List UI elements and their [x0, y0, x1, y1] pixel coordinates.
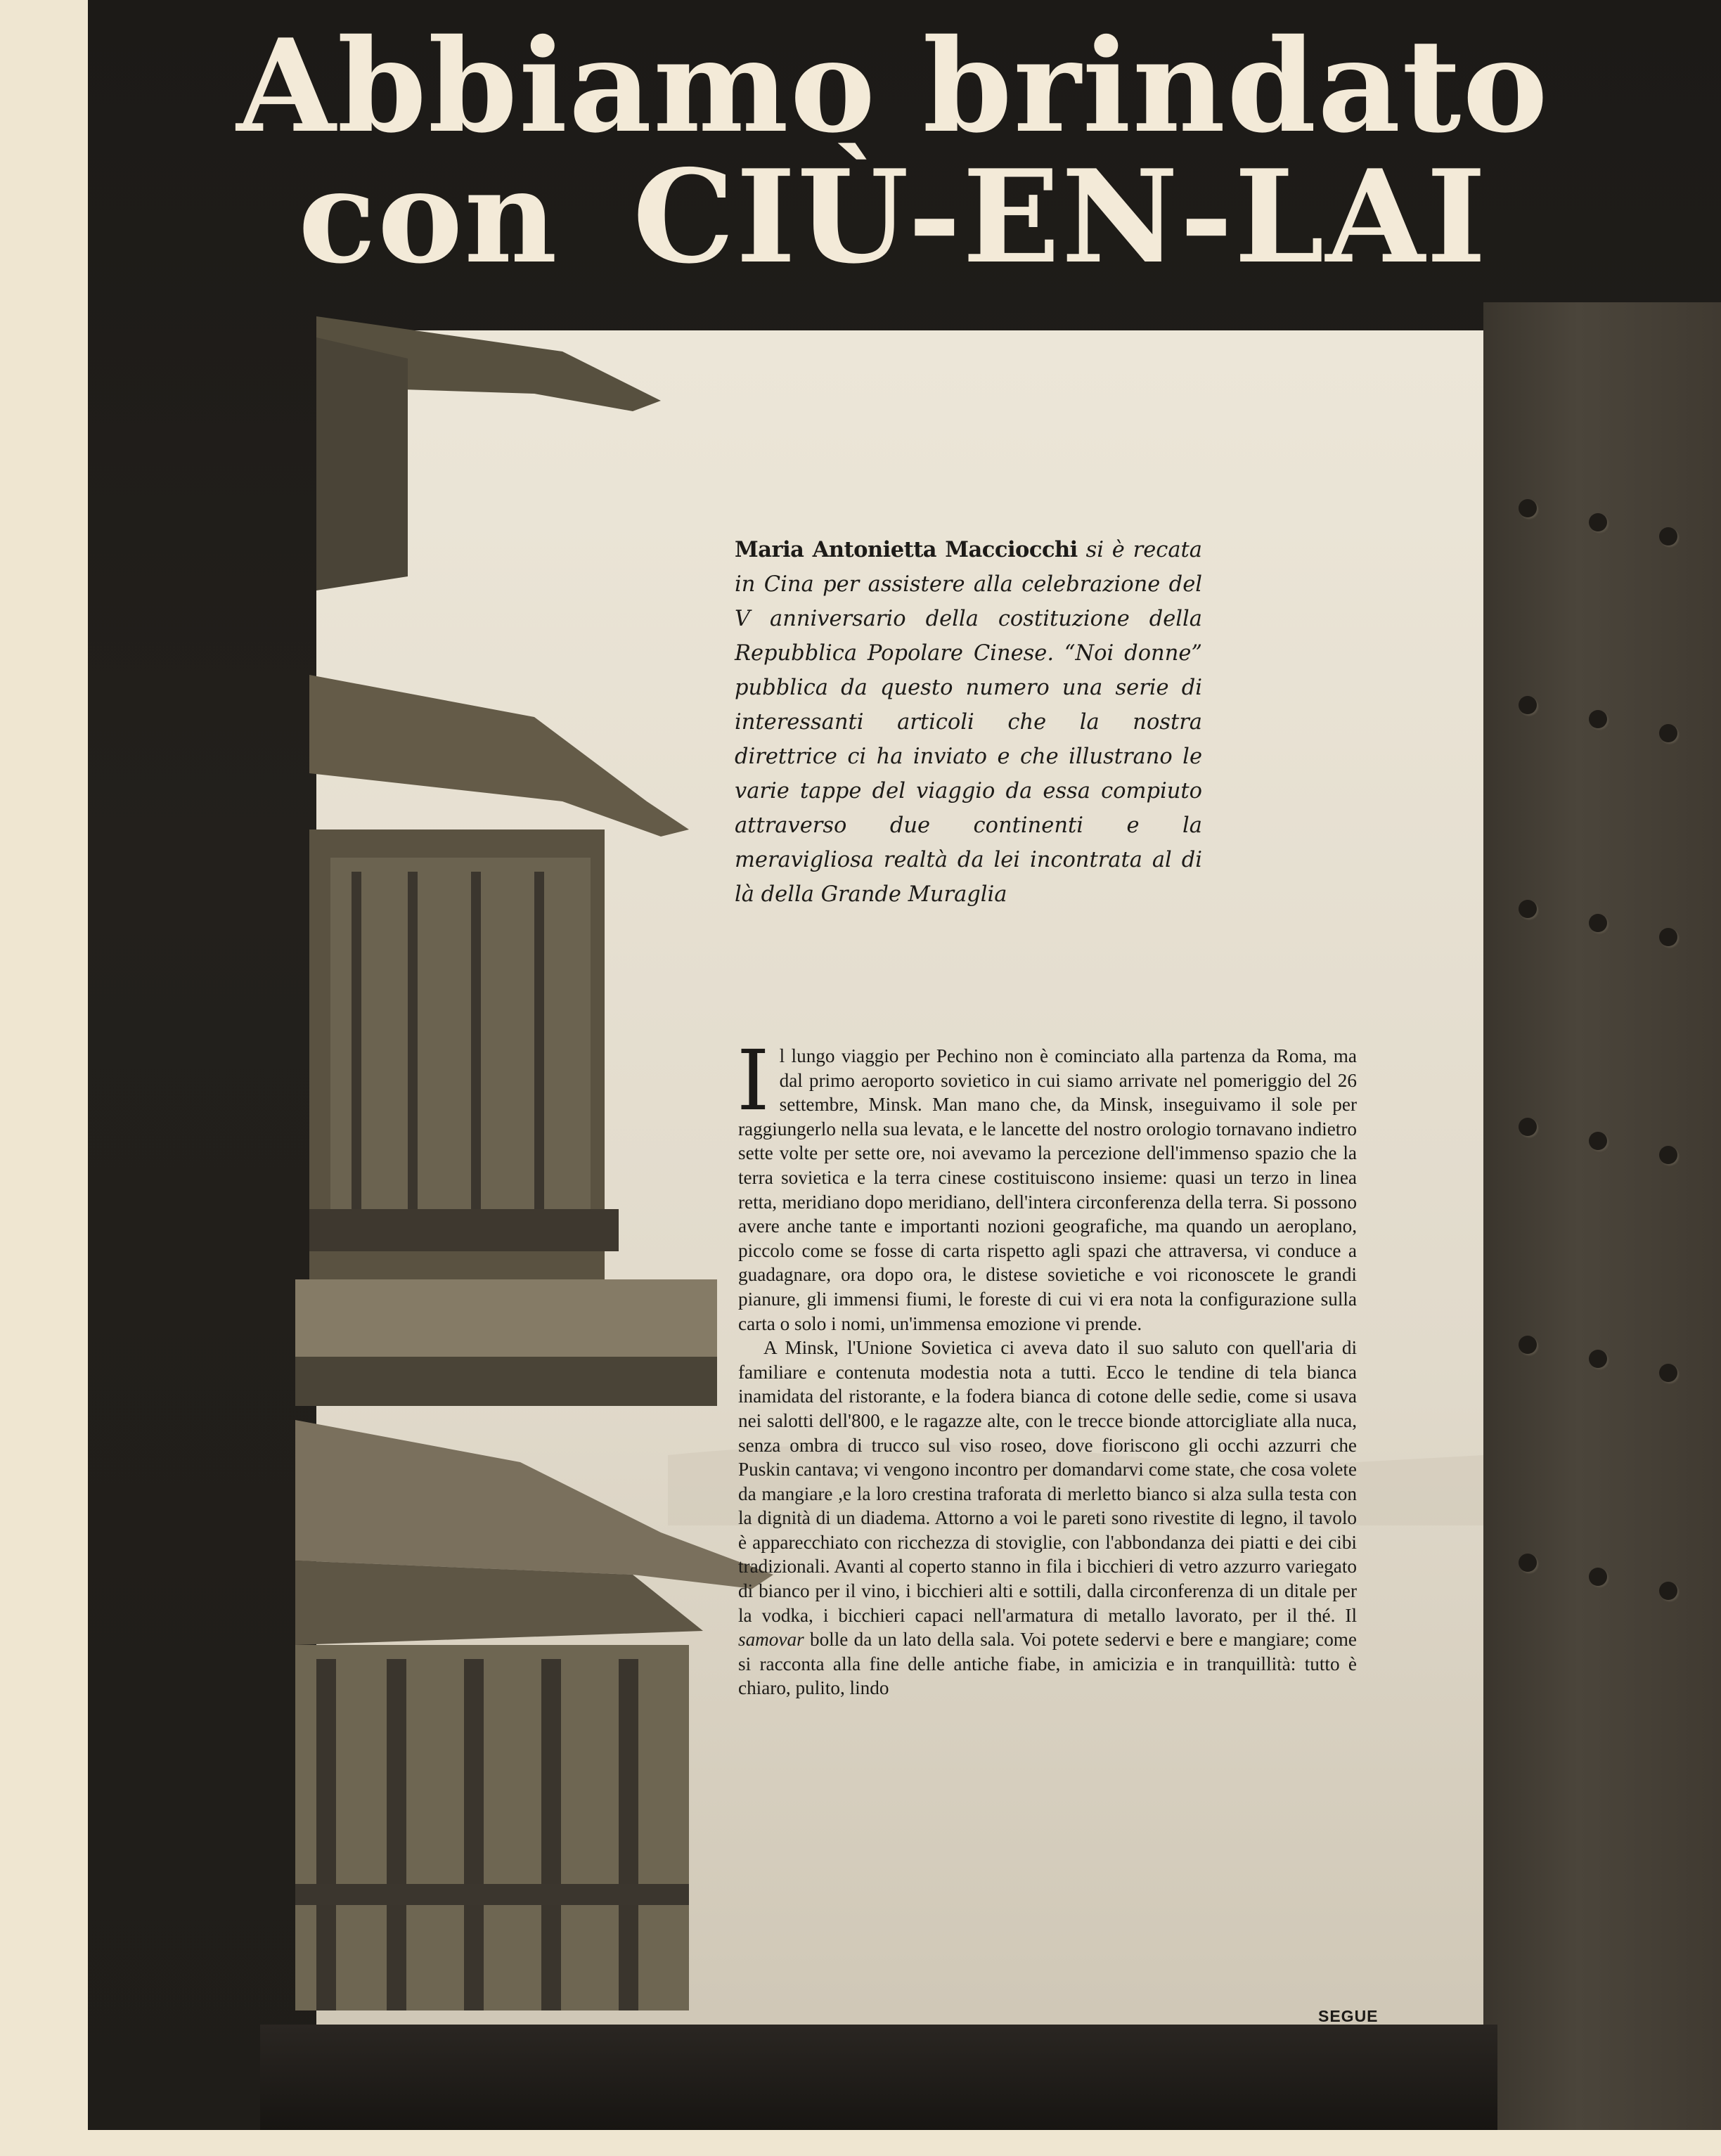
window-sill [260, 2025, 1497, 2130]
drop-cap: I [737, 1032, 770, 1129]
door-stud [1589, 710, 1607, 728]
wooden-door [1483, 302, 1721, 2130]
door-stud [1589, 1568, 1607, 1586]
intro-text: si è recata in Cina per assistere alla celebrazione del V anniversario della costituzione della Repubblica Popolare Cinese. “Noi donne” pubblica da questo numero una serie di interessanti articoli che la nostra direttrice ci ha inviato e che illustrano le varie tappe del viaggio da essa compiuto attraverso due continenti e la meravigliosa realtà da lei incontrata al di là della Grande Muraglia [735, 538, 1202, 907]
door-stud [1519, 900, 1537, 918]
door-stud [1589, 914, 1607, 932]
intro-standfirst [735, 533, 1202, 912]
headline [183, 11, 1603, 292]
headline-line-2: con CIÙ-EN-LAI [298, 141, 1488, 292]
italic-term: samovar [738, 1629, 804, 1651]
door-stud [1659, 1146, 1677, 1164]
pagoda-silhouette [267, 295, 773, 2053]
continued-label: SEGUE [1318, 2007, 1379, 2025]
article-body [737, 1032, 1358, 1700]
door-stud [1659, 1582, 1677, 1600]
door-stud [1659, 928, 1677, 946]
door-stud [1519, 696, 1537, 714]
door-stud [1659, 527, 1677, 546]
headline-line-1: Abbiamo brindato [236, 11, 1549, 161]
door-stud [1519, 499, 1537, 517]
paragraph-2-text: A Minsk, l'Unione Sovietica ci aveva dato il suo saluto con quell'aria di familiare e contenuta modestia nota a tutti. Ecco le tendine di tela bianca inamidata del ristorante, e la fodera bianca di cotone delle sedie, come si usava nei salotti dell'800, e le ragazze alte, con le trecce bionde attorcigliate alla nuca, senza ombra di trucco sul viso roseo, dove fioriscono gli occhi azzurri che Puskin cantava; vi vengono incontro per domandarvi come state, che cosa volete da mangiare ,e la loro crestina traforata di merletto bianco si alza sulla testa con la dignità di un diadema. Attorno a voi le pareti sono rivestite di legno, il tavolo è apparecchiato con ricchezza di stoviglie, con l'abbondanza dei piatti e dei cibi tradizionali. Avanti al coperto stanno in fila i bicchieri di vetro azzurro variegato di bianco per il vino, i bicchieri alti e sottili, dalla circonferenza di un ditale per la vodka, i bicchieri capaci nell'armatura di metallo lavorato, per il thé. Il [738, 1337, 1357, 1626]
article-paragraph [737, 1032, 1357, 1336]
door-stud [1519, 1336, 1537, 1354]
door-stud [1659, 1364, 1677, 1382]
door-stud [1519, 1118, 1537, 1136]
door-stud [1589, 1132, 1607, 1150]
door-stud [1589, 1350, 1607, 1368]
paragraph-1-text: l lungo viaggio per Pechino non è cominciato alla partenza da Roma, ma dal primo aeroporto sovietico in cui siamo arrivate nel pomeriggio del 26 settembre, Minsk. Man mano che, da Minsk, inseguivamo il sole per raggiungerlo nella sua levata, e le lancette del nostro orologio tornavano indietro sette volte per sette ore, noi avevamo la percezione dell'immenso spazio che la terra sovietica e la terra cinese costituiscono insieme: quasi un terzo in linea retta, meridiano dopo meridiano, dell'intera circonferenza della terra. Si possono avere anche tante e importanti nozioni geografiche, ma quando un aeroplano, piccolo come se fosse di carta rispetto agli spazi che attraversa, vi conduce a guadagnare, ora dopo ora, le distese sovietiche e voi riconoscete le grandi pianure, gli immensi fiumi, le foreste di cui vi era nota la configurazione sulla carta o solo i nomi, un'immensa emozione vi prende. [738, 1045, 1357, 1334]
intro-author: Maria Antonietta Macciocchi [735, 537, 1078, 562]
door-stud [1589, 513, 1607, 531]
door-stud [1659, 724, 1677, 742]
paragraph-2-text-end: bolle da un lato della sala. Voi potete sedervi e bere e mangiare; come si racconta alla fine delle antiche fiabe, in amicizia e in tranquillità: tutto è chiaro, pulito, lindo [738, 1629, 1358, 1699]
article-paragraph [738, 1336, 1357, 1700]
door-stud [1519, 1554, 1537, 1572]
